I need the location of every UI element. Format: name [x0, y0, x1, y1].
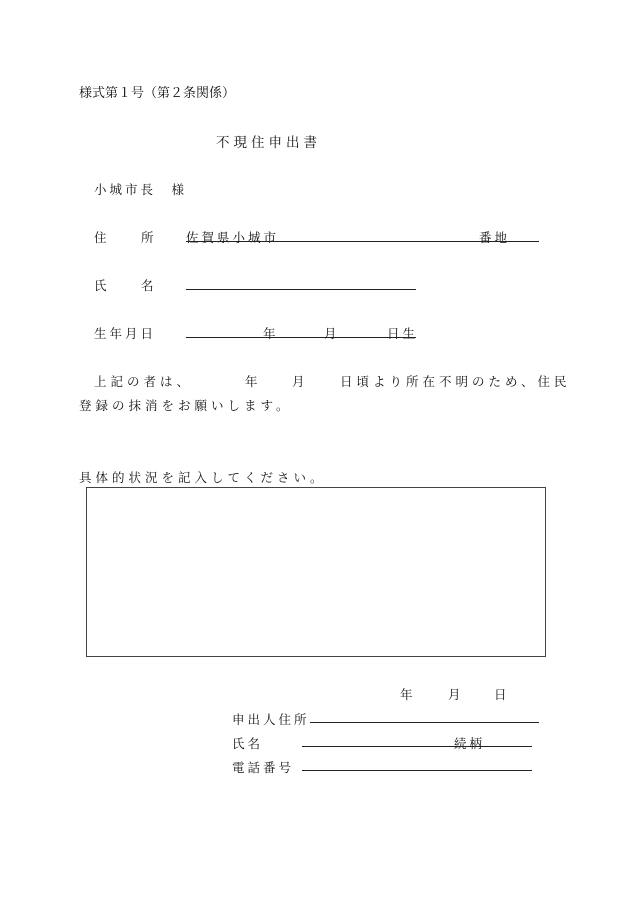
statement-line1-a: 上記の者は、	[94, 374, 194, 389]
date-month: 月	[448, 687, 461, 702]
statement-month: 月	[292, 374, 305, 389]
dob-year: 年	[263, 326, 276, 341]
address-prefix: 佐賀県小城市	[186, 230, 280, 245]
statement-year: 年	[245, 374, 258, 389]
applicant-address-label: 申出人住所	[232, 712, 310, 727]
statement-line2: 登録の抹消をお願いします。	[79, 398, 293, 413]
name-label-2: 名	[141, 278, 154, 293]
applicant-name-label: 氏名	[232, 736, 264, 751]
date-year: 年	[400, 687, 413, 702]
applicant-relation-label: 続柄	[454, 736, 486, 751]
address-underline[interactable]	[186, 241, 539, 242]
address-label-1: 住	[94, 230, 107, 245]
dob-month: 月	[324, 326, 337, 341]
dob-underline[interactable]	[186, 337, 416, 338]
dob-label: 生年月日	[94, 326, 157, 341]
dob-day: 日生	[387, 326, 419, 341]
details-textbox[interactable]	[86, 487, 546, 657]
form-number: 様式第１号（第２条関係）	[79, 86, 236, 101]
applicant-phone-underline[interactable]	[302, 770, 532, 771]
name-label-1: 氏	[94, 278, 107, 293]
name-underline[interactable]	[186, 289, 416, 290]
addressee: 小城市長 様	[94, 182, 188, 197]
statement-line1-b: 日頃より所在不明のため、住民	[340, 374, 571, 389]
address-suffix: 番地	[479, 230, 511, 245]
details-prompt: 具体的状況を記入してください。	[79, 470, 327, 485]
applicant-name-underline[interactable]	[302, 746, 532, 747]
date-day: 日	[494, 687, 507, 702]
applicant-phone-label: 電話番号	[232, 760, 295, 775]
page-title: 不現住申出書	[216, 135, 321, 151]
address-label-2: 所	[141, 230, 154, 245]
applicant-address-underline[interactable]	[310, 722, 539, 723]
